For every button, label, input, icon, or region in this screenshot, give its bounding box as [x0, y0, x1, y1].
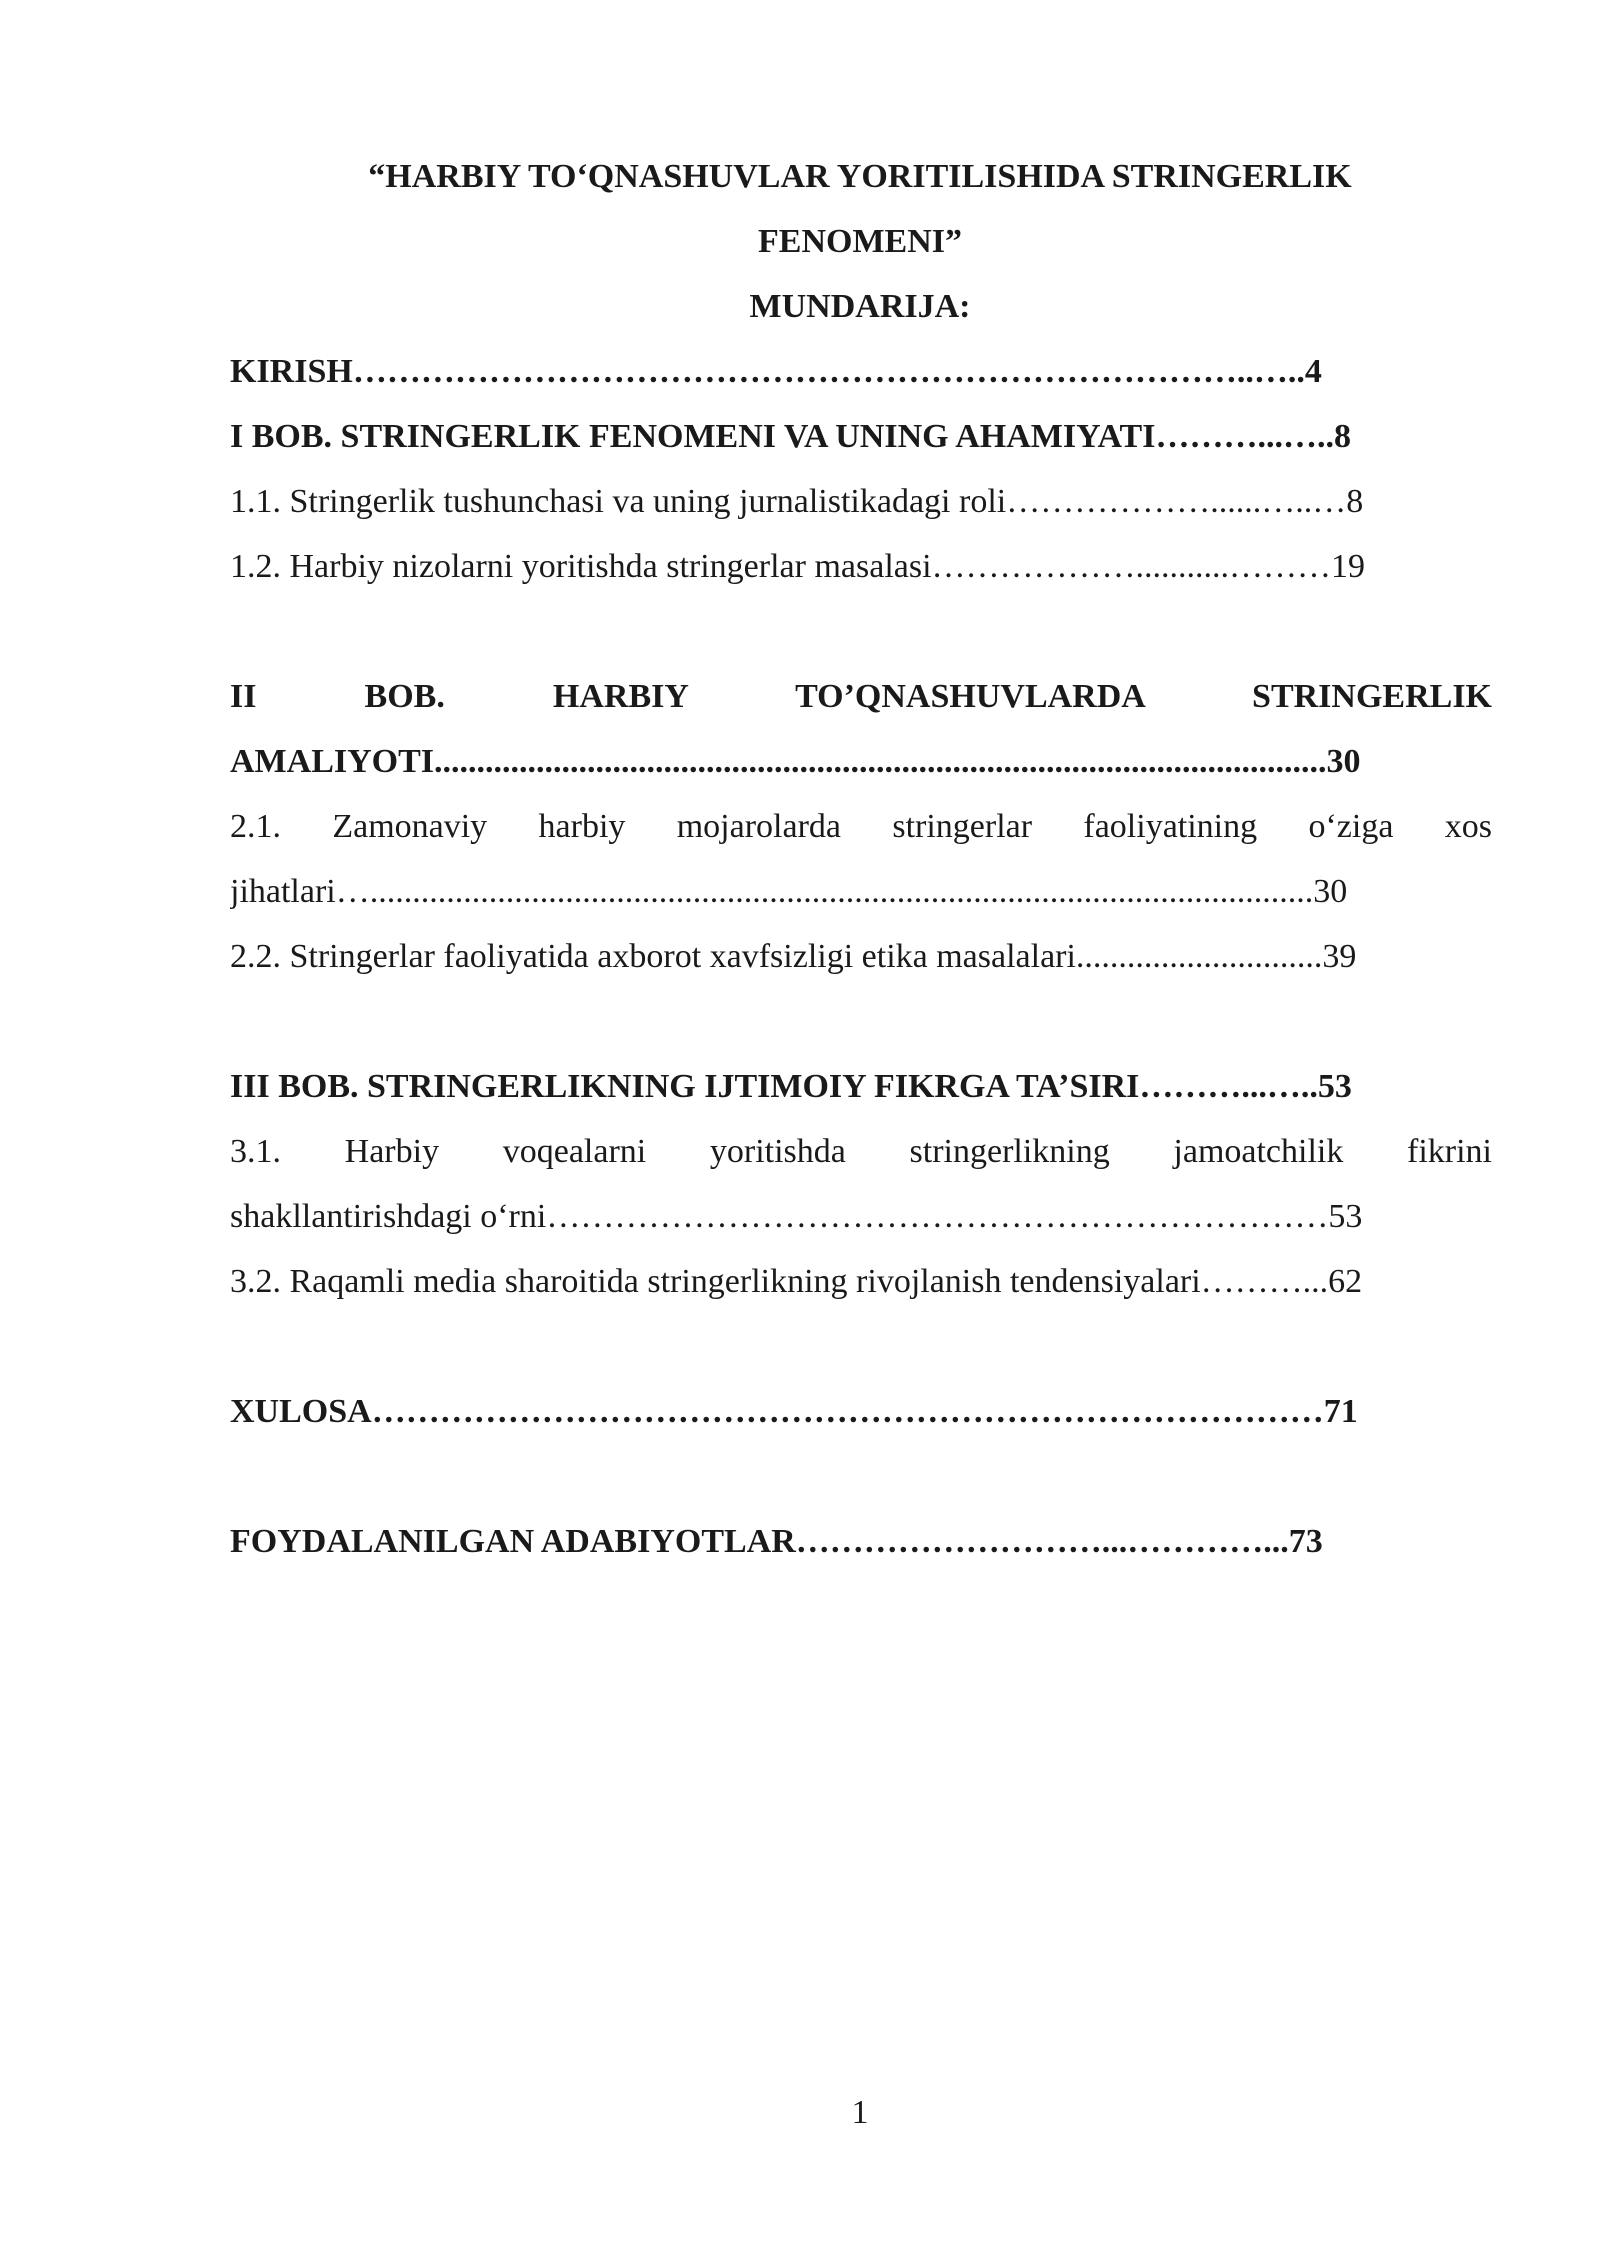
- document-title-line-2: FENOMENI”: [758, 223, 962, 260]
- toc-entry-section-3-1-line-2: shakllantirishdagi o‘rni……………………………………………………………53: [230, 1198, 1363, 1235]
- toc-entry-section-2-1-line-2: jihatlari…...............................................................................................................30: [230, 873, 1348, 910]
- toc-entry-references: FOYDALANILGAN ADABIYOTLAR………………………...…………...73: [230, 1523, 1323, 1560]
- toc-entry-chapter-2-line-1: II BOB. HARBIY TO’QNASHUVLARDA STRINGERLIK: [230, 678, 1492, 715]
- toc-entry-section-3-2: 3.2. Raqamli media sharoitida stringerlikning rivojlanish tendensiyalari………...62: [230, 1263, 1363, 1300]
- document-title-line-1: “HARBIY TO‘QNASHUVLAR YORITILISHIDA STRINGERLIK: [368, 158, 1352, 195]
- toc-entry-section-1-1: 1.1. Stringerlik tushunchasi va uning jurnalistikadagi roli………………......…..…8: [230, 483, 1364, 520]
- toc-entry-intro: KIRISH……………………………………………………………………..…..4: [230, 353, 1322, 390]
- toc-entry-section-2-2: 2.2. Stringerlar faoliyatida axborot xavfsizligi etika masalalari.............................39: [230, 938, 1357, 975]
- toc-entry-conclusion: XULOSA…………………………………………………………………………71: [230, 1393, 1358, 1430]
- toc-entry-section-1-2: 1.2. Harbiy nizolarni yoritishda stringerlar masalasi………………...........………19: [230, 548, 1366, 585]
- toc-entry-section-2-1-line-1: 2.1. Zamonaviy harbiy mojarolarda stringerlar faoliyatining o‘ziga xos: [230, 808, 1492, 845]
- page-number: 1: [851, 2094, 869, 2131]
- toc-heading: MUNDARIJA:: [749, 288, 971, 325]
- toc-entry-chapter-3: III BOB. STRINGERLIKNING IJTIMOIY FIKRGA TA’SIRI………...…..53: [230, 1068, 1352, 1105]
- toc-entry-section-3-1-line-1: 3.1. Harbiy voqealarni yoritishda stringerlikning jamoatchilik fikrini: [230, 1133, 1492, 1170]
- toc-entry-chapter-2-line-2: AMALIYOTI.........................................................................................................30: [230, 743, 1361, 780]
- toc-entry-chapter-1: I BOB. STRINGERLIK FENOMENI VA UNING AHAMIYATI………...…..8: [230, 418, 1351, 455]
